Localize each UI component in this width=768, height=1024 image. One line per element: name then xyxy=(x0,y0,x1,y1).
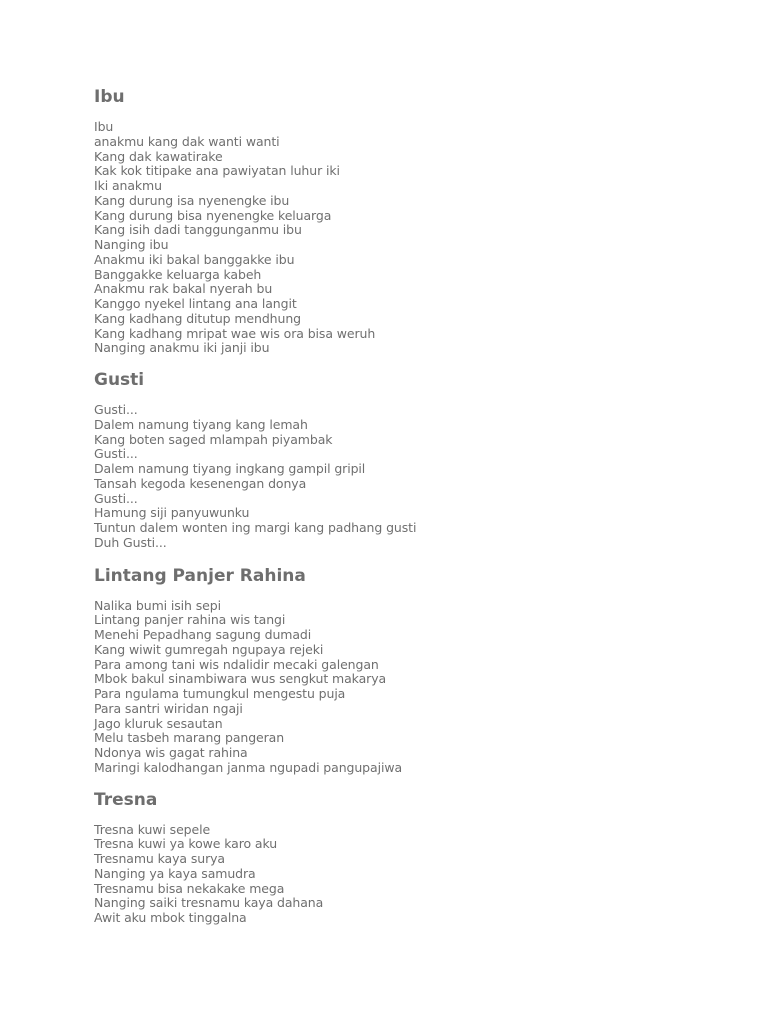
poem-line: Dalem namung tiyang ingkang gampil gripil xyxy=(94,461,366,476)
poem-line: anakmu kang dak wanti wanti xyxy=(94,133,280,149)
poem-line: Kang kadhang ditutup mendhung xyxy=(94,310,301,326)
poem-line: Ibu xyxy=(94,119,114,134)
poem-line: Tresnamu bisa nekakake mega xyxy=(94,880,285,896)
poem-line: Iki anakmu xyxy=(94,178,162,193)
poem-line: Kang isih dadi tanggunganmu ibu xyxy=(94,222,302,238)
poem-line: Para santri wiridan ngaji xyxy=(94,700,243,716)
poem-line: Kang durung isa nyenengke ibu xyxy=(94,192,290,208)
poem-line: Kang kadhang mripat wae wis ora bisa weruh xyxy=(94,325,376,341)
poem-line: Hamung siji panyuwunku xyxy=(94,505,250,521)
poem-line: Nanging ibu xyxy=(94,237,169,252)
document-page xyxy=(94,86,734,926)
poem-line: Kang durung bisa nyenengke keluarga xyxy=(94,207,332,223)
poem-title: Gusti xyxy=(94,370,145,390)
poem-line: Gusti... xyxy=(94,402,138,417)
poem-line: Melu tasbeh marang pangeran xyxy=(94,730,285,746)
poem-line: Kanggo nyekel lintang ana langit xyxy=(94,296,297,311)
poem-line: Nalika bumi isih sepi xyxy=(94,597,221,613)
poem-line: Dalem namung tiyang kang lemah xyxy=(94,416,308,432)
poem-line: Tresna kuwi ya kowe karo aku xyxy=(94,836,278,852)
poem-line: Ndonya wis gagat rahina xyxy=(94,745,248,760)
poem-line: Lintang panjer rahina wis tangi xyxy=(94,612,286,628)
poem-line: Anakmu rak bakal nyerah bu xyxy=(94,281,273,297)
poem-line: Tresna kuwi sepele xyxy=(94,821,211,837)
poem-line: Kang boten saged mlampah piyambak xyxy=(94,431,333,447)
poem-line: Nanging anakmu iki janji ibu xyxy=(94,340,270,356)
poem-title: Lintang Panjer Rahina xyxy=(94,565,306,586)
poem-tresna xyxy=(94,789,734,926)
poem-title: Tresna xyxy=(94,789,158,810)
poem-line: Awit aku mbok tinggalna xyxy=(94,910,247,925)
poem-lines xyxy=(94,599,734,776)
poem-line: Gusti... xyxy=(94,446,138,462)
poem-line: Mbok bakul sinambiwara wus sengkut makarya xyxy=(94,671,387,687)
poem-line: Kang wiwit gumregah ngupaya rejeki xyxy=(94,641,324,657)
poem-line: Nanging saiki tresnamu kaya dahana xyxy=(94,895,324,911)
poem-line: Banggakke keluarga kabeh xyxy=(94,266,262,282)
poem-line: Para among tani wis ndalidir mecaki galengan xyxy=(94,656,379,672)
poem-lintang-panjer-rahina xyxy=(94,565,734,776)
poem-line: Nanging ya kaya samudra xyxy=(94,865,256,881)
poem-line: Tuntun dalem wonten ing margi kang padhang gusti xyxy=(94,520,417,535)
poem-line: Maringi kalodhangan janma ngupadi pangupajiwa xyxy=(94,759,403,775)
poem-line: Duh Gusti... xyxy=(94,534,167,550)
poem-lines xyxy=(94,120,734,356)
poem-title: Ibu xyxy=(94,87,125,107)
poem-line: Tresnamu kaya surya xyxy=(94,851,225,866)
poem-lines xyxy=(94,823,734,926)
poem-line: Kak kok titipake ana pawiyatan luhur iki xyxy=(94,163,340,179)
poem-line: Para ngulama tumungkul mengestu puja xyxy=(94,686,346,701)
poem-line: Tansah kegoda kesenengan donya xyxy=(94,475,307,491)
poem-gusti xyxy=(94,369,734,551)
poem-line: Jago kluruk sesautan xyxy=(94,715,223,731)
poem-line: Anakmu iki bakal banggakke ibu xyxy=(94,251,295,267)
poem-line: Gusti... xyxy=(94,490,138,506)
poem-line: Kang dak kawatirake xyxy=(94,148,223,164)
poem-lines xyxy=(94,403,734,551)
poem-line: Menehi Pepadhang sagung dumadi xyxy=(94,627,312,642)
poem-ibu xyxy=(94,86,734,356)
